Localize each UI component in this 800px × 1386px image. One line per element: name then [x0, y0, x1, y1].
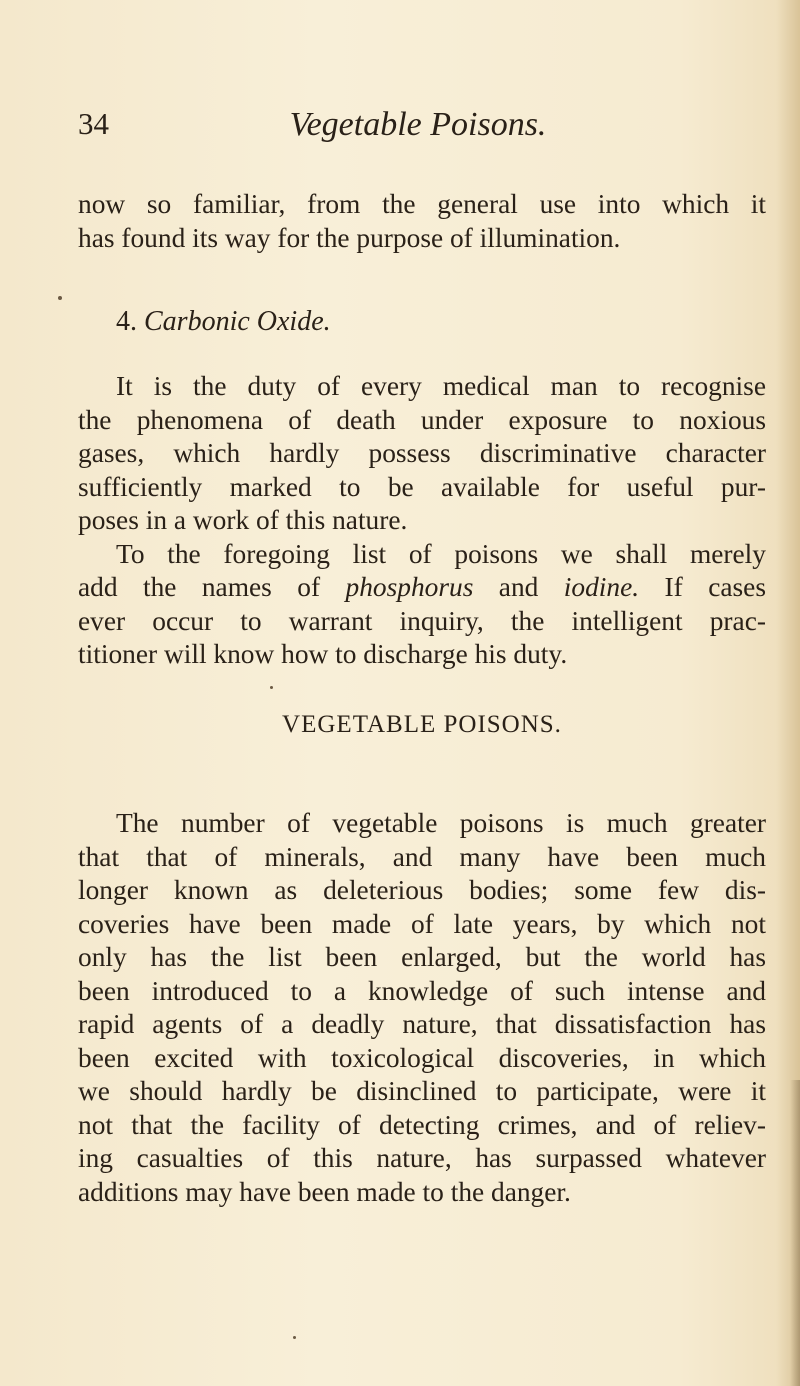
text-fragment: If cases [639, 572, 766, 602]
text-line: only has the list been enlarged, but the world has [78, 942, 766, 972]
text-line: has found its way for the purpose of illumination. [78, 222, 621, 253]
text-line: rapid agents of a deadly nature, that dissatisfaction has [78, 1009, 766, 1039]
text-line: been introduced to a knowledge of such intense and [78, 975, 766, 1006]
text-line: It is the duty of every medical man to recognise [116, 371, 766, 401]
text-line: poses in a work of this nature. [78, 505, 408, 535]
paper-speck [293, 1336, 296, 1339]
phosphorus-term: phosphorus [345, 572, 474, 602]
text-line: sufficiently marked to be available for useful pur- [78, 471, 766, 502]
opening-paragraph [78, 188, 766, 255]
text-line: coveries have been made of late years, by which not [78, 908, 766, 939]
running-head [78, 106, 738, 156]
text-line: The number of vegetable poisons is much greater [116, 808, 766, 838]
section-name: Carbonic Oxide. [144, 306, 331, 337]
text-line: To the foregoing list of poisons we shall merely [116, 538, 766, 569]
text-fragment: and [473, 572, 564, 602]
text-line: been excited with toxicological discoveries, in which [78, 1042, 766, 1073]
iodine-term: iodine. [563, 572, 640, 602]
text-line: ing casualties of this nature, has surpassed whatever [78, 1143, 766, 1173]
text-line: the phenomena of death under exposure to noxious [78, 404, 766, 435]
heading-vegetable-poisons: VEGETABLE POISONS. [282, 711, 562, 738]
text-line-with-italics [78, 571, 766, 605]
text-line: longer known as deleterious bodies; some few dis- [78, 875, 766, 905]
running-title: Vegetable Poisons. [289, 106, 547, 143]
section-number: 4. [116, 306, 137, 337]
text-line: now so familiar, from the general use into which it [78, 189, 766, 219]
text-line: not that the facility of detecting crimes, and of reliev- [78, 1109, 766, 1140]
paper-speck [270, 686, 273, 689]
vegetable-poisons-text [78, 806, 766, 1208]
text-line: we should hardly be disinclined to participate, were it [78, 1076, 766, 1106]
carbonic-oxide-text [78, 370, 766, 672]
paper-speck [58, 296, 62, 300]
page-edge-shadow [790, 1080, 800, 1386]
section-heading-carbonic-oxide [116, 306, 331, 338]
text-line: titioner will know how to discharge his duty. [78, 639, 568, 669]
text-fragment: add the names of [78, 572, 346, 602]
text-line: additions may have been made to the danger. [78, 1176, 571, 1207]
page-number: 34 [78, 106, 109, 141]
text-line: ever occur to warrant inquiry, the intelligent prac- [78, 605, 766, 636]
text-line: gases, which hardly possess discriminative character [78, 438, 766, 468]
text-line: that that of minerals, and many have been much [78, 841, 766, 872]
